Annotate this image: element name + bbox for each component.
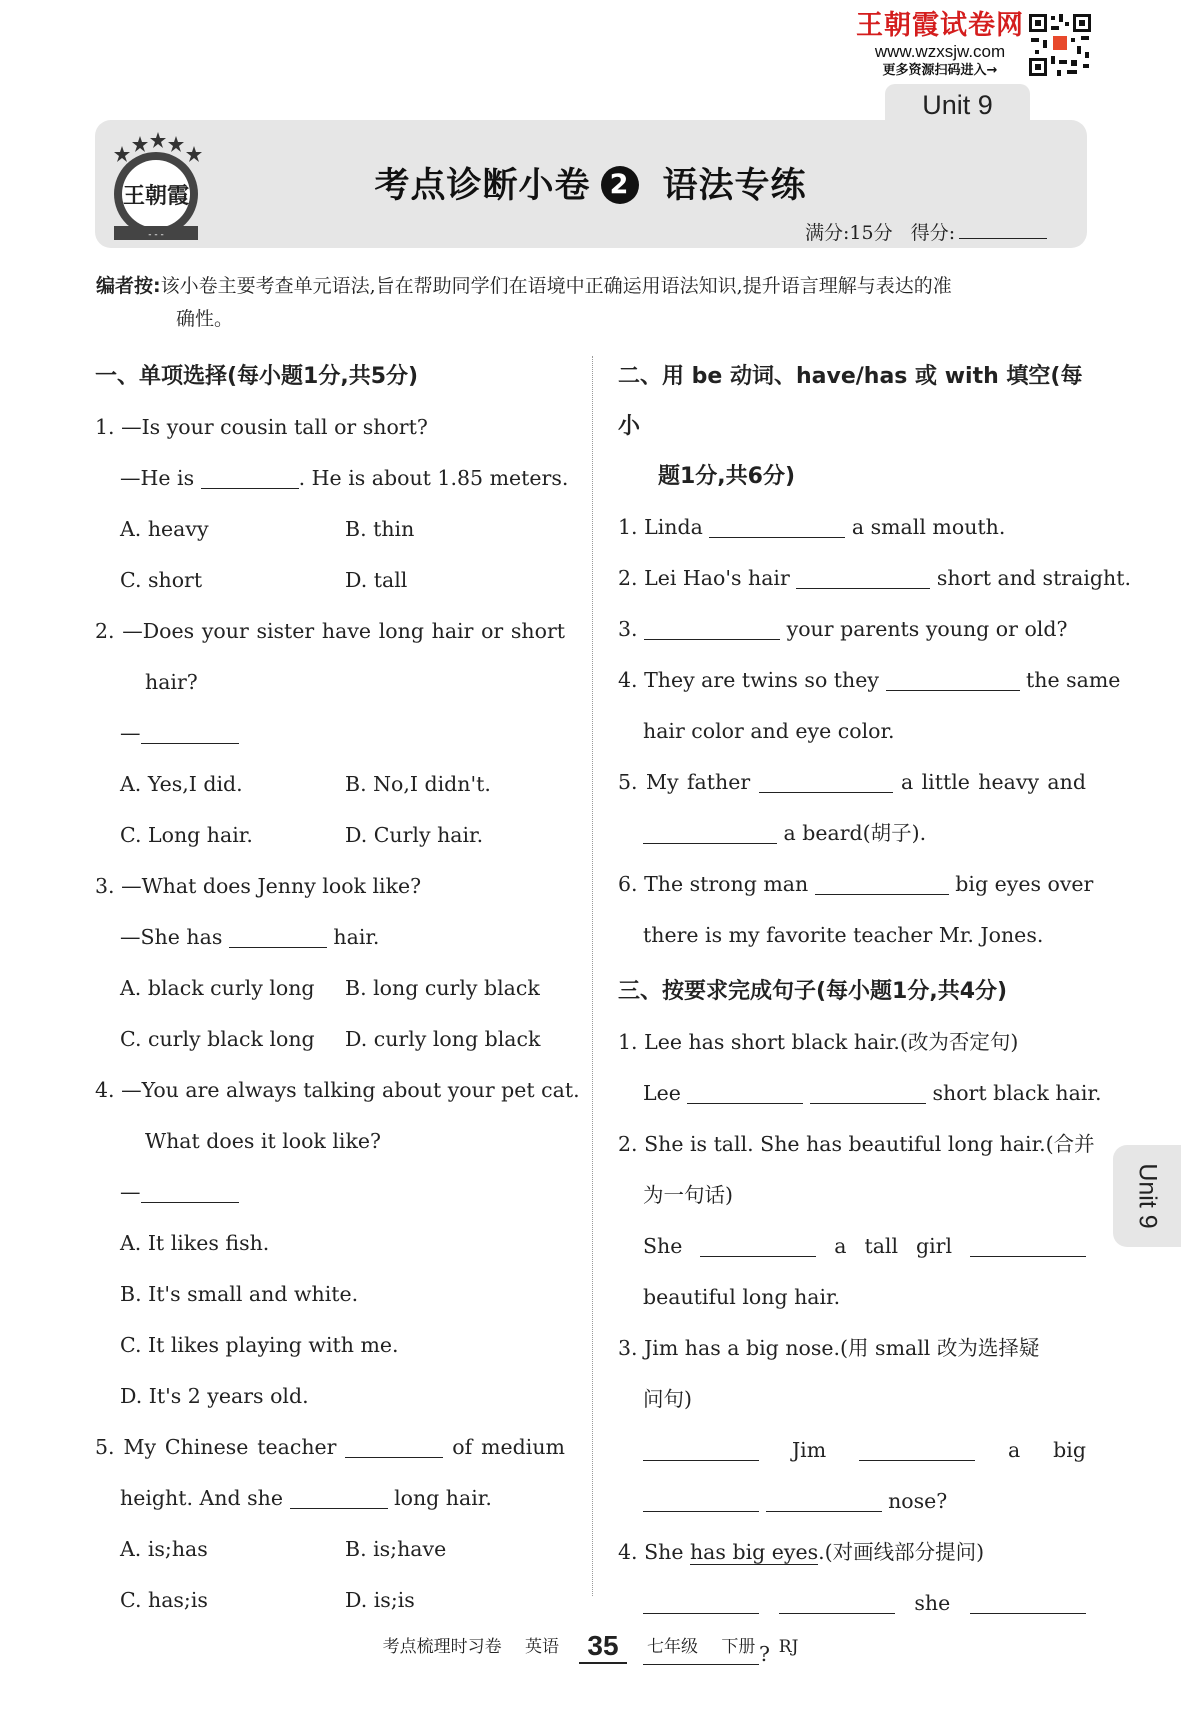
q1-options-cd: [95, 555, 565, 606]
s3-q2-answer: She a tall girl: [618, 1221, 1086, 1272]
q3-options-cd: [95, 1014, 565, 1065]
s3-q1-blank-2[interactable]: [810, 1083, 926, 1104]
s2-q2-blank[interactable]: [796, 568, 930, 589]
side-unit-tab: Unit 9: [1113, 1145, 1181, 1247]
s3-q1-blank-1[interactable]: [687, 1083, 803, 1104]
q2-options-cd: [95, 810, 565, 861]
q5-blank-2[interactable]: [290, 1488, 388, 1509]
editor-note: [96, 270, 1086, 336]
brand-url: www.wzxsjw.com: [874, 42, 1006, 61]
qr-code-icon: [1027, 12, 1093, 78]
q2-option-c[interactable]: C. Long hair.: [120, 823, 253, 847]
s3-q3-stem-2: 问句): [643, 1387, 692, 1411]
score-label: 得分:: [910, 222, 956, 244]
q1-option-a[interactable]: A. heavy: [120, 517, 209, 541]
q1-option-b[interactable]: B. thin: [345, 517, 415, 541]
brand-block: [855, 10, 1025, 80]
s2-q5-blank-1[interactable]: [759, 772, 893, 793]
q1-option-d[interactable]: D. tall: [345, 568, 408, 592]
s2-q5-line2: a beard(胡子).: [618, 808, 1086, 859]
q2-blank[interactable]: [141, 723, 239, 744]
q4-option-c[interactable]: C. It likes playing with me.: [120, 1333, 399, 1357]
footer-subject: 英语: [525, 1637, 559, 1657]
s2-q4: 4. They are twins so they the same: [618, 668, 1121, 692]
s3-q4-blank-1[interactable]: [643, 1593, 759, 1614]
right-column: [618, 352, 1131, 1680]
q1-option-c[interactable]: C. short: [120, 568, 203, 592]
q5-options-cd: [95, 1575, 565, 1626]
note-text-2: 确性。: [176, 308, 234, 330]
s3-q3-answer: Jim a big: [618, 1425, 1086, 1476]
score-line: [805, 218, 1047, 245]
q5-stem: 5. My Chinese teacher of medium: [95, 1435, 565, 1459]
q5-option-a[interactable]: A. is;has: [120, 1537, 208, 1561]
s3-q3-stem: 3. Jim has a big nose.(用 small 改为选择疑: [618, 1336, 1040, 1360]
q4-option-b[interactable]: B. It's small and white.: [120, 1282, 359, 1306]
q4-answer-line: —: [95, 1167, 565, 1218]
brand-tagline: 更多资源扫码进入→: [882, 63, 998, 78]
s3-q2-blank-2[interactable]: [970, 1236, 1086, 1257]
score-blank[interactable]: [959, 238, 1047, 239]
q1-options-ab: [95, 504, 565, 555]
s2-q2: 2. Lei Hao's hair short and straight.: [618, 566, 1131, 590]
s3-q2-blank-1[interactable]: [700, 1236, 816, 1257]
q5-option-b[interactable]: B. is;have: [345, 1537, 447, 1561]
footer-volume: 下册: [721, 1637, 756, 1657]
q4-option-a[interactable]: A. It likes fish.: [120, 1231, 270, 1255]
q3-option-b[interactable]: B. long curly black: [345, 976, 540, 1000]
s2-q1: 1. Linda a small mouth.: [618, 515, 1006, 539]
q5-option-d[interactable]: D. is;is: [345, 1588, 415, 1612]
s3-q4-underlined: has big eyes: [689, 1540, 819, 1564]
q3-stem: 3. —What does Jenny look like?: [95, 874, 422, 898]
q3-option-a[interactable]: A. black curly long: [120, 976, 315, 1000]
column-divider: [592, 356, 593, 1596]
footer-edition: RJ: [778, 1637, 799, 1657]
s3-q1-stem: 1. Lee has short black hair.(改为否定句): [618, 1030, 1019, 1054]
q2-answer-line: —: [95, 708, 565, 759]
s2-q5-blank-2[interactable]: [643, 823, 777, 844]
q4-option-d[interactable]: D. It's 2 years old.: [120, 1384, 309, 1408]
q2-option-d[interactable]: D. Curly hair.: [345, 823, 484, 847]
note-text: 该小卷主要考查单元语法,旨在帮助同学们在语境中正确运用语法知识,提升语言理解与表达的准: [160, 275, 952, 297]
s3-q3-blank-2[interactable]: [859, 1440, 975, 1461]
section3-title: 三、按要求完成句子(每小题1分,共4分): [618, 979, 1008, 1004]
s3-q4-answer: she: [618, 1578, 1086, 1629]
s2-q6-blank[interactable]: [815, 874, 949, 895]
footer-book: 考点梳理时习卷: [382, 1637, 502, 1657]
s3-q4-line3: ?: [618, 1629, 1086, 1680]
s2-q6-line2: there is my favorite teacher Mr. Jones.: [643, 923, 1044, 947]
brand-name: 王朝霞试卷网: [856, 10, 1024, 41]
footer-grade: 七年级: [646, 1637, 698, 1657]
q1-answer-line: —He is . He is about 1.85 meters.: [120, 466, 569, 490]
s2-q3: 3. your parents young or old?: [618, 617, 1068, 641]
s3-q3-line3: nose?: [618, 1476, 1086, 1527]
q2-stem-2: hair?: [145, 670, 198, 694]
s3-q1-answer: Lee short black hair.: [643, 1081, 1102, 1105]
q1-stem: 1. —Is your cousin tall or short?: [95, 415, 428, 439]
q3-option-c[interactable]: C. curly black long: [120, 1027, 315, 1051]
q3-options-ab: [95, 963, 565, 1014]
title-main: 考点诊断小卷: [374, 166, 591, 206]
q3-option-d[interactable]: D. curly long black: [345, 1027, 541, 1051]
section2-title: 二、用 be 动词、have/has 或 with 填空(每小: [618, 364, 1083, 439]
s2-q5: 5. My father a little heavy and: [618, 770, 1086, 794]
q4-blank[interactable]: [141, 1182, 239, 1203]
svg-text:- - -: - - -: [148, 230, 164, 240]
title-sub: 语法专练: [662, 166, 807, 206]
s3-q2-stem: 2. She is tall. She has beautiful long hair.(合并: [618, 1132, 1095, 1156]
q3-blank[interactable]: [229, 927, 327, 948]
q2-options-ab: [95, 759, 565, 810]
s3-q3-blank-3[interactable]: [643, 1491, 759, 1512]
s3-q4-blank-2[interactable]: [779, 1593, 895, 1614]
q5-option-c[interactable]: C. has;is: [120, 1588, 208, 1612]
s3-q2-line3: beautiful long hair.: [643, 1285, 841, 1309]
s2-q4-line2: hair color and eye color.: [643, 719, 895, 743]
note-label: 编者按:: [96, 275, 161, 297]
q3-answer-line: —She has hair.: [120, 925, 380, 949]
q5-blank-1[interactable]: [345, 1437, 443, 1458]
q2-option-a[interactable]: A. Yes,I did.: [120, 772, 243, 796]
q5-stem-2: height. And she long hair.: [120, 1486, 492, 1510]
s3-q2-stem-2: 为一句话): [643, 1183, 733, 1207]
s2-q3-blank[interactable]: [644, 619, 780, 640]
q4-stem-2: What does it look like?: [145, 1129, 382, 1153]
unit-tab: Unit 9: [885, 84, 1030, 126]
title-number-badge: 2: [601, 166, 639, 204]
page-title: [0, 158, 1181, 208]
q4-stem: 4. —You are always talking about your pet cat.: [95, 1078, 580, 1102]
s3-q4-blank-3[interactable]: [970, 1593, 1086, 1614]
s2-q4-blank[interactable]: [886, 670, 1020, 691]
s2-q1-blank[interactable]: [709, 517, 845, 538]
q5-options-ab: [95, 1524, 565, 1575]
page-number: 35: [579, 1630, 626, 1664]
section1-title: 一、单项选择(每小题1分,共5分): [95, 364, 419, 389]
q2-option-b[interactable]: B. No,I didn't.: [345, 772, 491, 796]
section2-title-2: 题1分,共6分): [658, 464, 796, 489]
s3-q3-blank-1[interactable]: [643, 1440, 759, 1461]
full-score: 满分:15分: [805, 222, 893, 244]
s2-q6: 6. The strong man big eyes over: [618, 872, 1094, 896]
left-column: [95, 352, 580, 1626]
footer: [0, 1630, 1181, 1664]
q1-blank[interactable]: [201, 468, 299, 489]
s3-q3-blank-4[interactable]: [766, 1491, 882, 1512]
s3-q4-stem: 4. She has big eyes.(对画线部分提问): [618, 1540, 985, 1564]
q2-stem: 2. —Does your sister have long hair or short: [95, 619, 565, 643]
svg-text:王朝霞: 王朝霞: [122, 183, 190, 209]
